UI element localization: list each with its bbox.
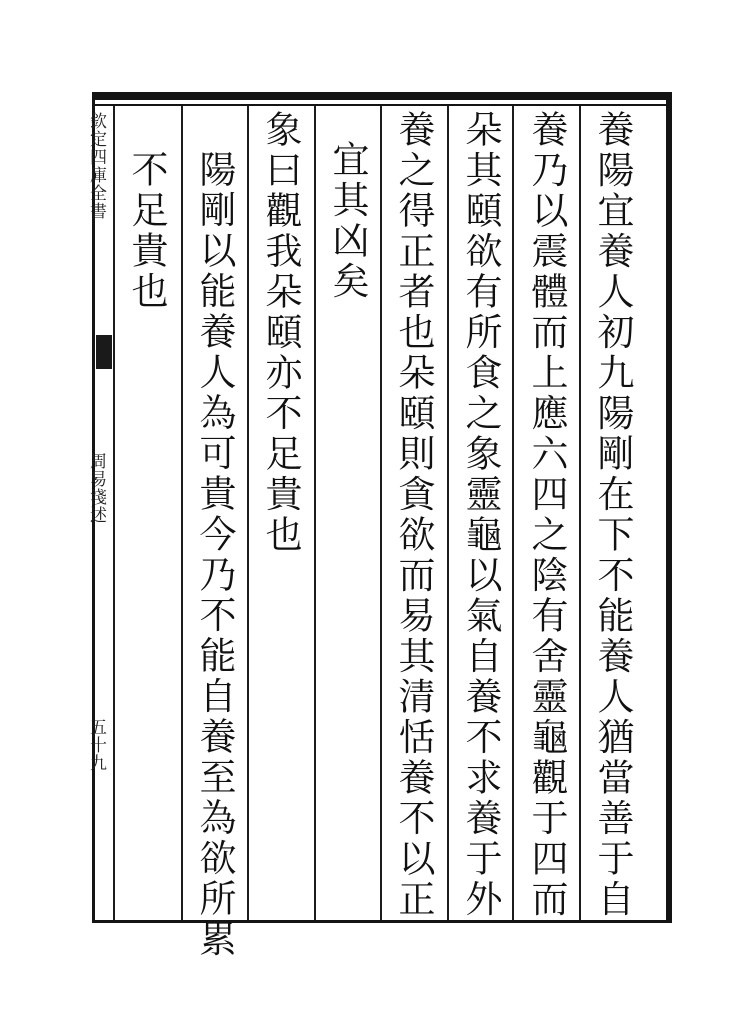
book-title-top: 欽定四庫全書: [86, 112, 106, 220]
text-column-8: 不足貴也: [125, 150, 168, 312]
bottom-border: [92, 920, 672, 923]
text-column-6: 象曰觀我朵頤亦不足貴也: [259, 110, 302, 556]
text-column-4: 養之得正者也朵頤則貪欲而易其清恬養不以正: [392, 110, 435, 920]
text-column-1: 養陽宜養人初九陽剛在下不能養人猶當善于自: [591, 110, 634, 920]
column-rule: [380, 106, 382, 920]
column-rule: [512, 106, 514, 920]
book-title: 周易淺述: [86, 452, 106, 524]
column-rule: [181, 106, 183, 920]
text-column-5: 宜其凶矣: [326, 140, 369, 302]
inner-top-border: [92, 104, 672, 106]
column-rule: [579, 106, 581, 920]
text-column-7: 陽剛以能養人為可貴今乃不能自養至為欲所累: [193, 150, 236, 960]
top-border: [92, 92, 672, 100]
fish-tail-mark: [96, 335, 112, 369]
right-border: [666, 92, 672, 922]
page-number: 五十九: [86, 718, 106, 772]
column-rule: [314, 106, 316, 920]
column-rule: [113, 106, 115, 920]
column-rule: [247, 106, 249, 920]
text-column-2: 養乃以震體而上應六四之陰有舍靈龜觀于四而: [525, 110, 568, 920]
text-column-3: 朵其頤欲有所食之象靈龜以氣自養不求養于外: [459, 110, 502, 920]
column-rule: [447, 106, 449, 920]
